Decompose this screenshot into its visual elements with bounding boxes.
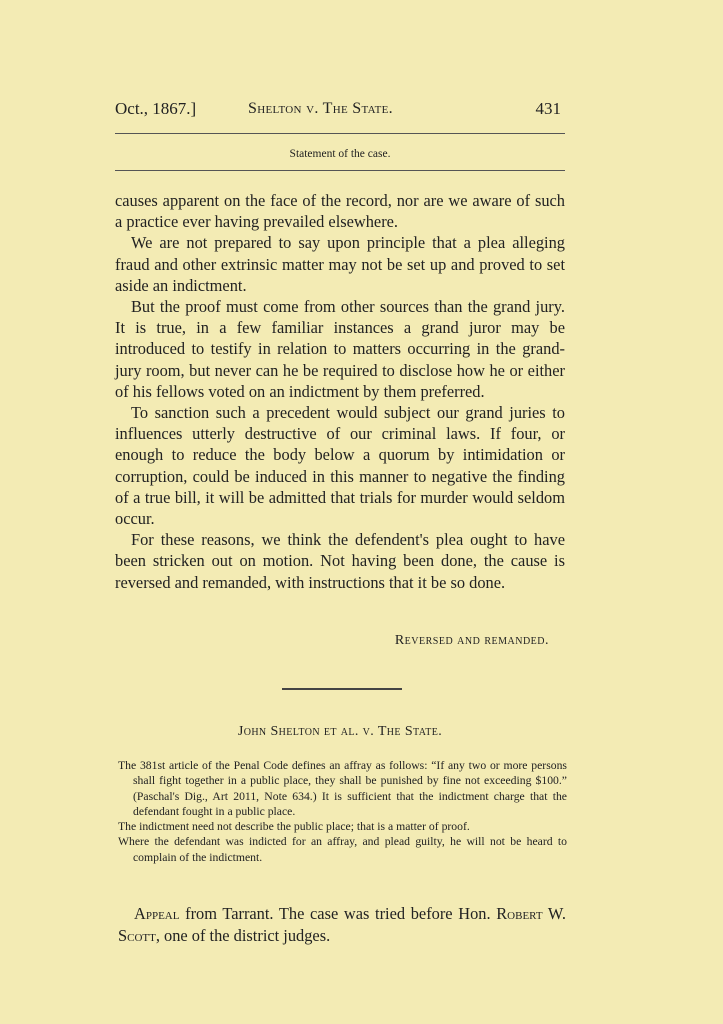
statement-label: Statement of the case.: [289, 148, 391, 160]
header-rule: [115, 133, 565, 134]
appeal-text-end: , one of the district judges.: [155, 925, 331, 945]
paragraph: We are not prepared to say upon principle that a plea alleging fraud and other extrinsic matter may not be set up and proved to set aside an indictment.: [115, 233, 565, 295]
page-number: 431: [535, 99, 561, 118]
appeal-text: from Tarrant. The case was tried before Hon.: [179, 904, 497, 923]
statement-rule: [115, 170, 565, 171]
paragraph: For these reasons, we think the defendent's plea ought to have been stricken out on motion. Not having been done, the cause is reversed and remanded, with instructions that it be so done.: [115, 530, 565, 592]
opinion-body: [115, 190, 565, 593]
headnote: Where the defendant was indicted for an affray, and plead guilty, he will not be heard to complain of the indictment.: [118, 835, 567, 864]
header-case-short: Shelton v. The State.: [248, 100, 393, 117]
judge-name: Robert W. Scott: [118, 904, 566, 945]
case-separator-rule: [282, 688, 402, 690]
paragraph: But the proof must come from other sources than the grand jury. It is true, in a few familiar instances a grand juror may be introduced to testify in relation to matters occurring in the grand-jury room, but never can he be required to disclose how he or either of his fellows voted on an indictment by them preferred.: [115, 297, 565, 401]
appeal-lead: Appeal: [134, 904, 180, 923]
header-date: Oct., 1867.]: [115, 99, 197, 118]
headnote: The 381st article of the Penal Code defines an affray as follows: “If any two or more persons shall fight together in a public place, they shall be punished by fine not exceeding $100.” (Paschal's Dig., Art 2011, Note 634.) It is sufficient that the indictment charge that the defendant fought in a public place.: [118, 759, 567, 818]
appeal-statement: [118, 903, 566, 946]
paragraph: causes apparent on the face of the record, nor are we aware of such a practice ever having prevailed elsewhere.: [115, 191, 565, 232]
headnotes: [118, 758, 567, 865]
verdict: Reversed and remanded.: [394, 633, 549, 648]
headnote: The indictment need not describe the public place; that is a matter of proof.: [118, 820, 470, 834]
paragraph: To sanction such a precedent would subject our grand juries to influences utterly destructive of our criminal laws. If four, or enough to reduce the body below a quorum by intimidation or corruption, could be induced in this manner to negative the finding of a true bill, it will be admitted that trials for murder would seldom occur.: [115, 403, 565, 529]
case-title: John Shelton et al. v. The State.: [237, 724, 443, 739]
